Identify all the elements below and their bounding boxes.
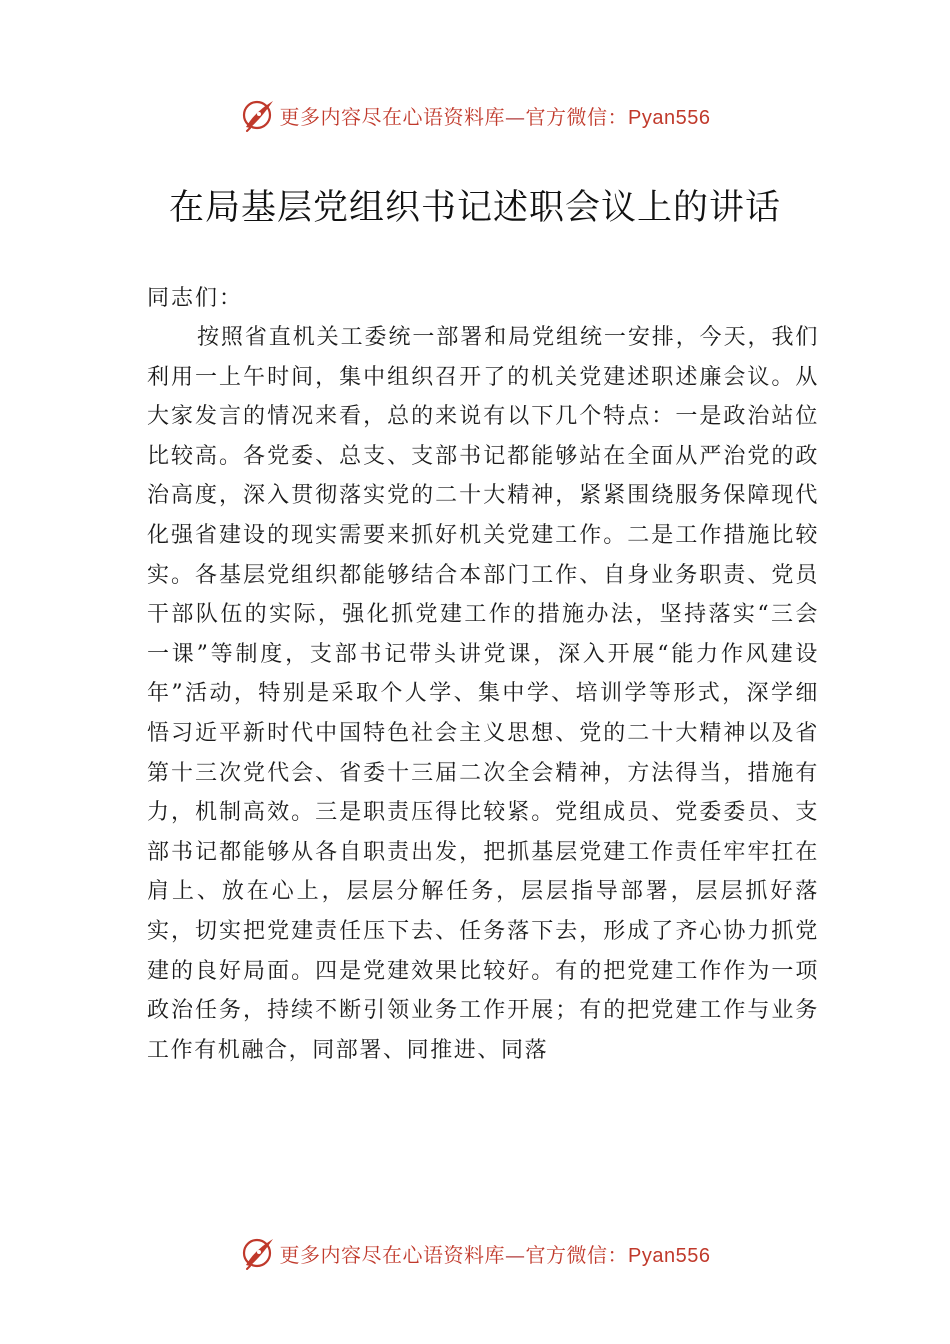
footer-banner-official: 官方微信： [525, 1242, 629, 1267]
pen-nib-logo-icon [240, 1235, 276, 1271]
footer-banner-separator: — [505, 1242, 526, 1267]
header-banner-official: 官方微信： [525, 104, 629, 129]
header-banner-main: 更多内容尽在心语资料库 [279, 104, 506, 129]
salutation: 同志们： [147, 286, 244, 311]
header-banner-text [280, 101, 711, 130]
header-banner-wechat-id: Pyan556 [628, 106, 711, 129]
body-paragraph: 按照省直机关工委统一部署和局党组统一安排，今天，我们利用一上午时间，集中组织召开了的机关党建述职述廉会议。从大家发言的情况来看，总的来说有以下几个特点：一是政治站位比较高。各党委、总支、支部书记都能够站在全面从严治党的政治高度，深入贯彻落实党的二十大精神，紧紧围绕服务保障现代化强省建设的现实需要来抓好机关党建工作。二是工作措施比较实。各基层党组织都能够结合本部门工作、自身业务职责、党员干部队伍的实际，强化抓党建工作的措施办法，坚持落实“三会一课”等制度，支部书记带头讲党课，深入开展“能力作风建设年”活动，特别是采取个人学、集中学、培训学等形式，深学细悟习近平新时代中国特色社会主义思想、党的二十大精神以及省第十三次党代会、省委十三届二次全会精神，方法得当，措施有力，机制高效。三是职责压得比较紧。党组成员、党委委员、支部书记都能够从各自职责出发，把抓基层党建工作责任牢牢扛在肩上、放在心上，层层分解任务，层层指导部署，层层抓好落实，切实把党建责任压下去、任务落下去，形成了齐心协力抓党建的良好局面。四是党建效果比较好。有的把党建工作作为一项政治任务，持续不断引领业务工作开展；有的把党建工作与业务工作有机融合，同部署、同推进、同落 [147, 325, 819, 1063]
header-banner [0, 93, 950, 137]
footer-banner-wechat-id: Pyan556 [628, 1244, 711, 1267]
pen-nib-logo-icon [240, 97, 276, 133]
footer-banner-text [280, 1239, 711, 1268]
footer-banner [0, 1231, 950, 1275]
header-banner-separator: — [505, 104, 526, 129]
document-title: 在局基层党组织书记述职会议上的讲话 [168, 188, 781, 228]
footer-banner-main: 更多内容尽在心语资料库 [279, 1242, 506, 1267]
